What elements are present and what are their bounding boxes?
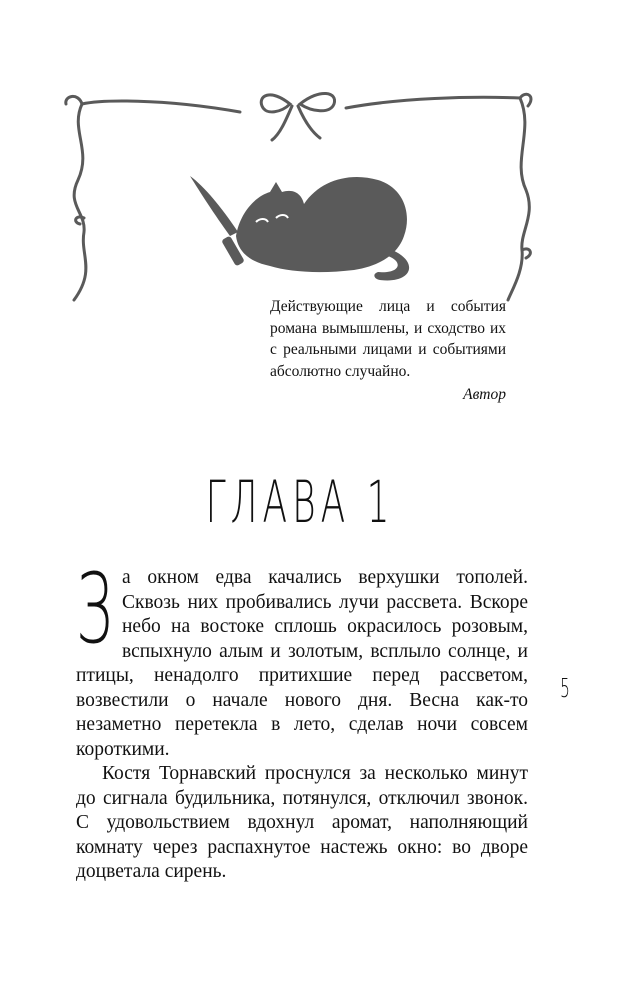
bow-icon — [261, 93, 334, 140]
chapter-body — [76, 553, 528, 885]
epigraph-text: Действующие лица и события романа вымышлены, и сходство их с реальными лицами и событиями абсолютно случайно. — [270, 298, 506, 380]
epigraph — [270, 296, 506, 382]
paragraph-2: Костя Торнавский проснулся за несколько минут до сигнала будильника, потянулся, отключил звонок. С удовольствием вдохнул аромат, наполняющий комнату через распахнутое настежь окно: во дворе доцветала сирень. — [76, 763, 528, 882]
cat-icon — [236, 177, 409, 280]
chapter-title: ГЛАВА 1 — [205, 468, 395, 536]
page-number: 5 — [560, 674, 570, 704]
drop-cap: З — [76, 553, 113, 665]
ribbon-right-icon — [346, 94, 531, 108]
ribbon-frame-illustration — [0, 0, 640, 320]
knife-icon — [190, 176, 245, 266]
epigraph-author: Автор — [463, 386, 506, 403]
paragraph-1: а окном едва качались верхушки тополей. Сквозь них пробивались лучи рассвета. Вскоре небо на востоке сплошь окрасилось розовым, вспыхнуло алым и золотым, всплыло солнце, и птицы, ненадолго притихшие перед рассветом, возвестили о начале нового дня. Весна как-то незаметно перетекла в лето, сделав ночи совсем короткими. — [76, 567, 528, 760]
ribbon-left-icon — [66, 96, 240, 112]
